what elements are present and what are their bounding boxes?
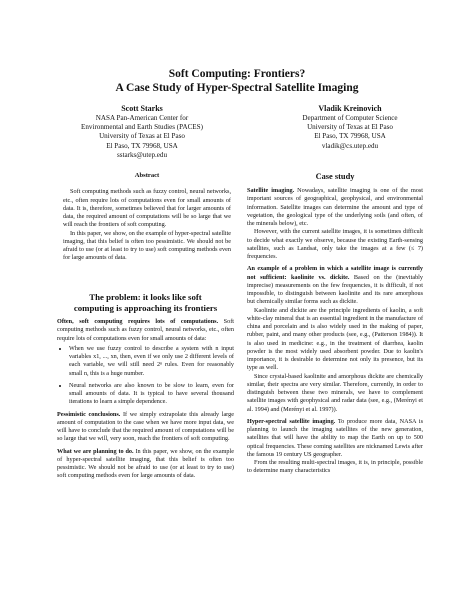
paragraph-text: Nowadays, satellite imaging is one of the most important sources of geographical, geophysical, and environmental information. Satellite images can determine the amount and type of vegetation, the geological type of the underlying soils (and often, of the minerals below), etc. bbox=[247, 187, 423, 227]
author-address: El Paso, TX 79968, USA bbox=[106, 141, 178, 150]
paragraph bbox=[57, 318, 234, 343]
section-heading-line: The problem: it looks like soft bbox=[89, 292, 202, 302]
paragraph-text: Based on the (inevitably imprecise) measurements on the few frequencies, it is difficult, if not impossible, to distinguish between kaolinite and its rare amorphous but chemically similar forms such as dickite. bbox=[247, 273, 423, 306]
author-email: sstarks@utep.edu bbox=[116, 150, 168, 159]
author-affiliation: NASA Pan-American Center for bbox=[95, 114, 189, 122]
author-email: vladik@cs.utep.edu bbox=[321, 141, 379, 150]
author-affiliation: Department of Computer Science bbox=[302, 114, 398, 122]
run-in-heading: An example of a problem in which a satellite image is currently not sufficient: kaolinite vs. dickite. bbox=[247, 265, 423, 281]
paragraph bbox=[247, 418, 423, 459]
paragraph bbox=[57, 411, 234, 444]
author-name: Vladik Kreinovich bbox=[318, 104, 382, 113]
title-line-2: A Case Study of Hyper-Spectral Satellite Imaging bbox=[115, 81, 359, 94]
list-item: • Neural networks are also known to be slow to learn, even for small amounts of data. It is typical to have several thousand iterations to learn a simple dependence. bbox=[69, 382, 234, 407]
problem-section bbox=[57, 292, 234, 481]
paper-title bbox=[40, 68, 434, 95]
abstract-section bbox=[63, 172, 231, 263]
abstract-paragraph: Soft computing methods such as fuzzy control, neural networks, etc., often require lots of computations even for small amounts of data. It is, therefore, sometimes believed that for larger amounts of data, the required amount of computations will be so large that we will reach the frontiers of soft computing. bbox=[63, 188, 231, 229]
paragraph-text: To produce more data, NASA is planning to launch the imaging satellites of the new generation, satellites that will have the ability to map the Earth on up to 500 optical frequencies. These coming satellites are nicknamed Lewis after the famous 19 century US geographer. bbox=[247, 417, 423, 458]
paragraph-text: Soft computing methods such as fuzzy control, neural networks, etc., often require lots of computations even for small amounts of data: bbox=[57, 318, 234, 342]
paragraph bbox=[57, 448, 234, 481]
list-item: • When we use fuzzy control to describe a system with n input variables x1, ..., xn, then, even if we only use 2 different levels of each variable, we will still need 2ⁿ rules. Even for reasonably small n, this is a huge number. bbox=[69, 345, 234, 378]
author-block-1 bbox=[44, 103, 240, 160]
author-block-2 bbox=[252, 103, 448, 151]
run-in-heading: Often, soft computing requires lots of computations. bbox=[57, 318, 219, 325]
paragraph: Kaolinite and dickite are the principle ingredients of kaolin, a soft white-clay mineral that is an essential ingredient in the manufacture of china and porcelain and is also widely used in the making of paper, rubber, paint, and many other products (see, e.g., (Patterson 1984)). It is also used in medicine: e.g., in the treatment of diarrhea, kaolin powder is the most widely used absorbent powder. Due to kaolin's importance, it is desirable to determine not only its presence, but its type as well. bbox=[247, 306, 423, 372]
paragraph: Since crystal-based kaolinite and amorphous dickite are chemically similar, their spectra are very similar. Therefore, currently, in order to distinguish between these two minerals, we have to complement satellite images with geophysical and radar data (see, e.g., (Merényi et al. 1994) and (Merényi et al. 1997)). bbox=[247, 372, 423, 413]
bullet-list bbox=[57, 345, 234, 407]
abstract-paragraph: In this paper, we show, on the example of hyper-spectral satellite imaging, that this belief is often too pessimistic. We should not be afraid to use (or at least to try to use) soft computing methods even for large amounts of data. bbox=[63, 229, 231, 262]
paragraph bbox=[247, 265, 423, 306]
author-affiliation: University of Texas at El Paso bbox=[307, 123, 393, 132]
author-name: Scott Starks bbox=[121, 104, 163, 113]
section-heading-line: computing is approaching its frontiers bbox=[73, 303, 218, 313]
author-address: El Paso, TX 79968, USA bbox=[314, 132, 386, 141]
paragraph-text: If we simply extrapolate this already large amount of computation to the case when we have more input data, we will have to conclude that the required amount of computations will be so large that we will, very soon, reach the frontiers of soft computing. bbox=[57, 410, 234, 443]
author-affiliation: University of Texas at El Paso bbox=[99, 132, 185, 141]
section-heading bbox=[57, 292, 234, 314]
run-in-heading: Hyper-spectral satellite imaging. bbox=[247, 417, 336, 425]
paragraph-text: In this paper, we show, on the example of hyper-spectral satellite imaging, that this belief is often too pessimistic. We should not be afraid to use (or at least to try to use) soft computing methods even for large amounts of data. bbox=[57, 447, 234, 480]
case-study-section bbox=[247, 172, 423, 476]
title-line-1: Soft Computing: Frontiers? bbox=[168, 68, 306, 80]
paragraph bbox=[247, 187, 423, 228]
paragraph: However, with the current satellite images, it is sometimes difficult to decide what exactly we observe, because the existing Earth-sensing satellites, such as Landsat, only take the images at a few (≤ 7) frequencies. bbox=[247, 228, 423, 260]
run-in-heading: What we are planning to do. bbox=[57, 447, 134, 455]
section-heading: Case study bbox=[315, 172, 355, 181]
paragraph: From the resulting multi-spectral images, it is, in principle, possible to determine many characteristics bbox=[247, 459, 423, 475]
abstract-heading: Abstract bbox=[134, 172, 160, 179]
run-in-heading: Pessimistic conclusions. bbox=[57, 410, 121, 418]
author-affiliation: Environmental and Earth Studies (PACES) bbox=[81, 123, 203, 132]
run-in-heading: Satellite imaging. bbox=[247, 187, 295, 194]
